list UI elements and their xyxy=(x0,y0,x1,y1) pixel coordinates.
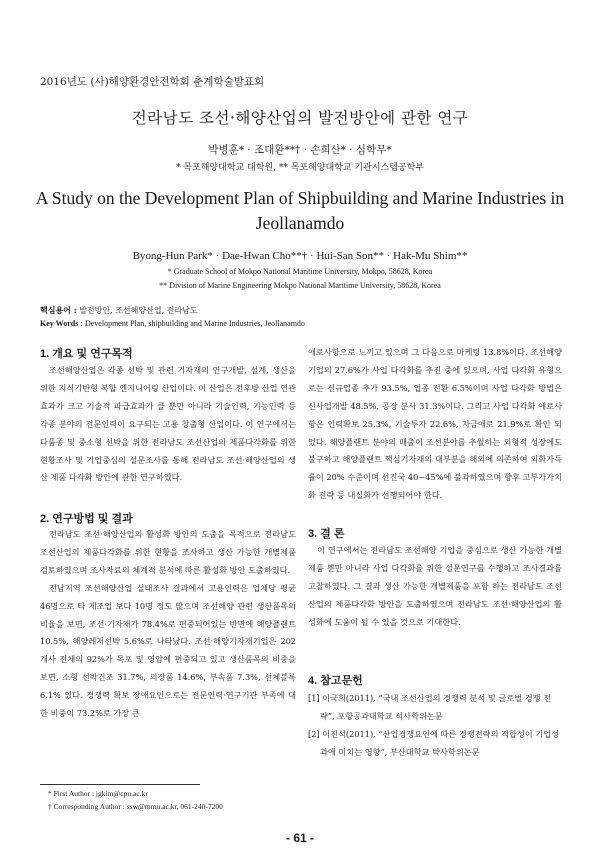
footnote-corresponding-author: † Corresponding Author : ssw@mmu.ac.kr, 061-240-7200 xyxy=(48,802,223,811)
section-2-continued xyxy=(308,344,562,505)
keywords-korean-text: 발전방안, 조선해양산업, 전라남도 xyxy=(79,306,198,315)
keywords-korean xyxy=(40,305,198,316)
section-2-body xyxy=(40,526,296,723)
page-number: - 61 - xyxy=(285,831,314,845)
title-korean: 전라남도 조선·해양산업의 발전방안에 관한 연구 xyxy=(131,109,469,127)
keywords-english xyxy=(40,319,305,328)
section-2-paragraph-2: 전남지역 조선해양산업 실태조사 결과에서 고용인력은 업체당 평균 46명으로 타 제조업 보다 10명 정도 많으며 조선해양 관련 생산품목의 비율을 보면, 조선·기자재가 78.4%로 편중되어있는 반면에 해양플랜트 10.5%, 해양레저선박 5.6%로 나타났다. 조선·해양기자재기업은 202개사 전체의 92%가 목포 및 영암에 편중되고 있고 생산품목의 비중을 보면, 소형 선박건조 31.7%, 의장품 14.6%, 부속품 7.3%, 선체블록 6.1% 였다. 경쟁력 확보 장애요인으로는 전문인력·연구기관 부족에 대한 비중이 73.2%로 가장 큰 xyxy=(40,582,296,719)
footnote-divider xyxy=(40,784,200,785)
section-4-heading: 4. 참고문헌 xyxy=(308,675,363,687)
conference-header: 2016년도 (사)해양환경안전학회 춘계학술발표회 xyxy=(40,76,265,88)
reference-item-2: [2] 이진석(2011), “산업경쟁요인에 따른 경쟁전략의 적합성이 기업성과에 미치는 영향”, 부산대학교 박사학위논문 xyxy=(308,728,560,757)
section-2-paragraph-1: 전라남도 조선·해양산업의 활성화 방안의 도출을 목적으로 전라남도 조선산업의 제품다각화를 위한 현황을 조사하고 생산 가능한 개별제품 검토하였으며 조사자료의 체계적 분석에 따른 활성화 방안 도출하였다. xyxy=(40,529,296,575)
keywords-korean-label: 핵심용어 : xyxy=(40,305,77,315)
authors-korean: 박병훈* · 조대환**† · 손희산* · 심학무* xyxy=(208,144,392,156)
affiliation-english-2: ** Division of Marine Engineering Mokpo National Maritime University, 58628, Korea xyxy=(159,281,441,290)
section-3-body xyxy=(308,542,562,632)
section-3-heading: 3. 결 론 xyxy=(308,528,345,540)
section-1-heading: 1. 개요 및 연구목적 xyxy=(40,348,133,360)
affiliation-english-1: * Graduate School of Mokpo National Maritime University, Mokpo, 58628, Korea xyxy=(167,267,433,276)
reference-list xyxy=(308,690,562,762)
reference-item-1: [1] 이국희(2011), “국내 조선산업의 경쟁력 분석 및 글로벌 경쟁 전략”, 포항공과대학교 석사학위논문 xyxy=(308,693,552,721)
title-english: A Study on the Development Plan of Shipbuilding and Marine Industries in Jeollanamdo xyxy=(35,188,565,233)
keywords-english-text: Development Plan, shipbuilding and Marine Industries, Jeollanamdo xyxy=(84,319,305,328)
authors-english: Byong-Hun Park* · Dae-Hwan Cho**† · Hui-San Son** · Hak-Mu Shim** xyxy=(132,250,468,262)
section-1-paragraph: 조선해양산업은 각종 선박 및 관련 기자재의 연구개발, 설계, 생산을 위한 지식기반형 복합 엔지니어링 산업이다. 이 산업은 전후방 산업 연관효과가 크고 기술적 파급효과가 클 뿐만 아니라 기술인력, 기능인력 등 각종 분야의 전문인력이 요구되는 고용 창출형 산업이다. 이 연구에서는 다품종 및 중소형 선박을 위한 전라남도 조선산업의 제품다각화를 위한 현황조사 및 기업중심의 설문조사를 통해 전라남도 조선·해양산업의 생산 제품 다각화 방안에 관한 연구하였다. xyxy=(40,365,296,483)
section-2-paragraph-continued: 애로사항으로 느끼고 있으며 그 다음으로 마케팅 13.8%이다. 조선해양기업의 27.6%가 사업 다각화를 추진 중에 있으며, 사업 다각화 유형으로는 신규업종 추가 93.5%, 업종 전환 6.5%이며 사업 다각화 방법은 신사업개발 48.5%, 공장 분사 31.3%이다. 그리고 사업 다각화 애로사항은 인력확보 25.3%, 기술투자 22.6%, 자금애로 21.9%로 확인 되었다. 해양플랜트 분야의 매출이 조선분야를 추월하는 외형적 성장에도 불구하고 해양플랜트 핵심기자재의 대부분을 해외에 의존하여 외화가득률이 20% 수준이며 선진국 40~45%에 불과하였으며 향후 고부가가치화 전략 등 내실화가 선행되어야 한다. xyxy=(308,347,562,501)
section-3-paragraph: 이 연구에서는 전라남도 조선해양 기업을 중심으로 생산 가능한 개별제품 뿐만 아니라 사업 다각화를 위한 설문연구를 수행하고 조사결과를 고찰하였다. 그 결과 생산 가능한 개별제품을 포함 하는 전라남도 조선산업의 제품다각화 방안을 도출하였으며 전라남도 조선·해양산업의 활성화에 도움이 될 수 있을 것으로 기대한다. xyxy=(308,545,562,627)
section-2-heading: 2. 연구방법 및 결과 xyxy=(40,513,133,525)
section-1-body xyxy=(40,362,296,487)
affiliation-korean: * 목포해양대학교 대학원, ** 목포해양대학교 기관시스템공학부 xyxy=(175,163,425,173)
footnote-first-author: * First Author : jgkim@cpu.ac.kr xyxy=(48,789,148,798)
keywords-english-label: Key Words : xyxy=(40,319,83,328)
